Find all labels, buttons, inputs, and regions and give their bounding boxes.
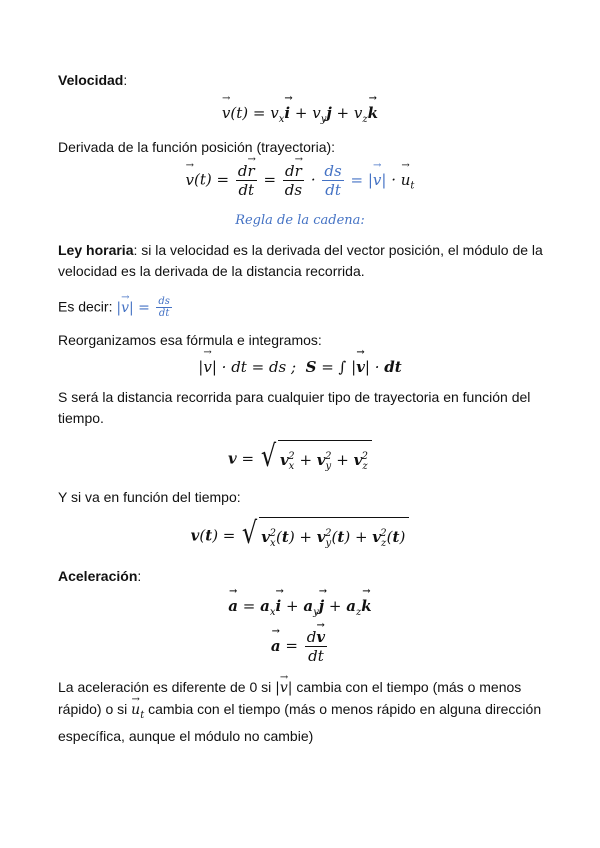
aceleracion-title: Aceleración — [58, 568, 138, 584]
conclusion-part2: cambia con el tiempo (más o menos rápido) o si — [58, 679, 522, 717]
ley-horaria-paragraph — [58, 240, 548, 282]
ley-horaria-title: Ley horaria — [58, 242, 134, 258]
aceleracion-colon: : — [137, 568, 142, 584]
conclusion-part1: La aceleración es diferente de 0 si — [58, 679, 276, 695]
ley-horaria-text: : si la velocidad es la derivada del vector posición, el módulo de la velocidad es la derivada de la distancia recorrida. — [58, 242, 543, 279]
reorganizamos-text: Reorganizamos esa fórmula e integramos: — [58, 332, 322, 348]
equation-integral: |→ v| · dt = ds ; S = ∫ |→ v| · dt — [0, 358, 600, 376]
s-sera-text: S será la distancia recorrida para cualquier tipo de trayectoria en función del tiempo. — [58, 389, 531, 426]
equation-speed-modulus-time: v(t) = √ $v_x^2(t) + v_y^2(t) + v_z^2(t)$ — [0, 517, 600, 556]
aceleracion-heading — [58, 566, 548, 587]
derivada-text: Derivada de la función posición (trayectoria): — [58, 139, 336, 155]
equation-velocity-components: → $v(t) = v_x\to i + v_yj + v_z\to k$ — [0, 104, 600, 125]
velocidad-heading — [58, 70, 548, 91]
es-decir-text: Es decir: — [58, 298, 113, 315]
conclusion-paragraph: La aceleración es diferente de 0 si |→ v| cambia con el tiempo (más o menos rápido) o si → $u_t$ cambia con el tiempo (más o menos rápido en alguna dirección específica, aunque el módulo no cambie) — [58, 677, 548, 747]
velocidad-colon: : — [123, 72, 128, 88]
regla-cadena-caption: Regla de la cadena: — [235, 213, 365, 228]
velocidad-title: Velocidad — [58, 72, 124, 88]
equation-modulo: |→ v| = $\frac{ds}{dt}$ — [116, 300, 174, 316]
es-decir-line — [58, 296, 548, 319]
conclusion-part3: cambia con el tiempo (más o menos rápido en alguna dirección específica, aunque el módulo no cambie) — [58, 701, 542, 744]
equation-speed-modulus: v = √ $v_x^2 + v_y^2 + v_z^2$ — [0, 440, 600, 479]
equation-chain-rule: → v(t) = $\frac{d\to r}{dt}$ = $\frac{d\to r}{ds}$ · $\frac{ds}{dt}$ = |→ v| · → $u_t$ — [0, 162, 600, 199]
equation-acceleration-definition: → a = $\frac{d\to v}{dt}$ — [0, 628, 600, 665]
y-si-va-text: Y si va en función del tiempo: — [58, 489, 241, 505]
equation-acceleration-components: → $a = a_x\to i + a_y\to j + a_z\to k$ — [0, 597, 600, 618]
